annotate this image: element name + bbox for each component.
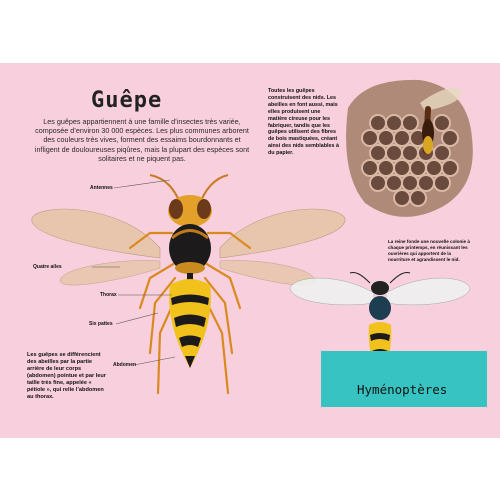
label-antennae: Antennes: [90, 185, 113, 191]
note-nests: Toutes les guêpes construisent des nids. Les abeilles en font aussi, mais elles produisent une matière cireuse pour les fabriquer, tandis que les guêpes utilisent des fibres de bois mastiquées, créant ainsi des nids semblables à du papier.: [268, 88, 340, 157]
category-box: [321, 351, 487, 407]
label-legs: Six pattes: [89, 321, 113, 327]
note-queen: La reine fonde une nouvelle colonie à chaque printemps, en réunissant les ouvrières qui apportent de la nourriture et agrandissent le nid.: [388, 239, 470, 262]
page-title: Guêpe: [91, 88, 163, 113]
wasp-nest-illustration: [346, 80, 473, 217]
label-wings: Quatre ailes: [33, 264, 62, 270]
book-spread: [0, 63, 500, 438]
note-wasp-vs-bee: Les guêpes se différencient des abeilles par la partie arrière de leur corps (abdomen) pointue et par leur taille très fine, appelée « pétiole », qui relie l’abdomen au thorax.: [27, 352, 106, 400]
label-abdomen: Abdomen: [113, 362, 137, 368]
label-thorax: Thorax: [100, 292, 117, 298]
intro-paragraph: Les guêpes appartiennent à une famille d’insectes très variée, composée d’environ 30 000 espèces. Les plus communes arborent des couleurs très vives, forment des essaims bourdonnants et infligent de douloureuses piqûres, mais la plupart des espèces sont solitaires et ne piquent pas.: [34, 117, 250, 163]
category-label: Hyménoptères: [357, 382, 448, 397]
